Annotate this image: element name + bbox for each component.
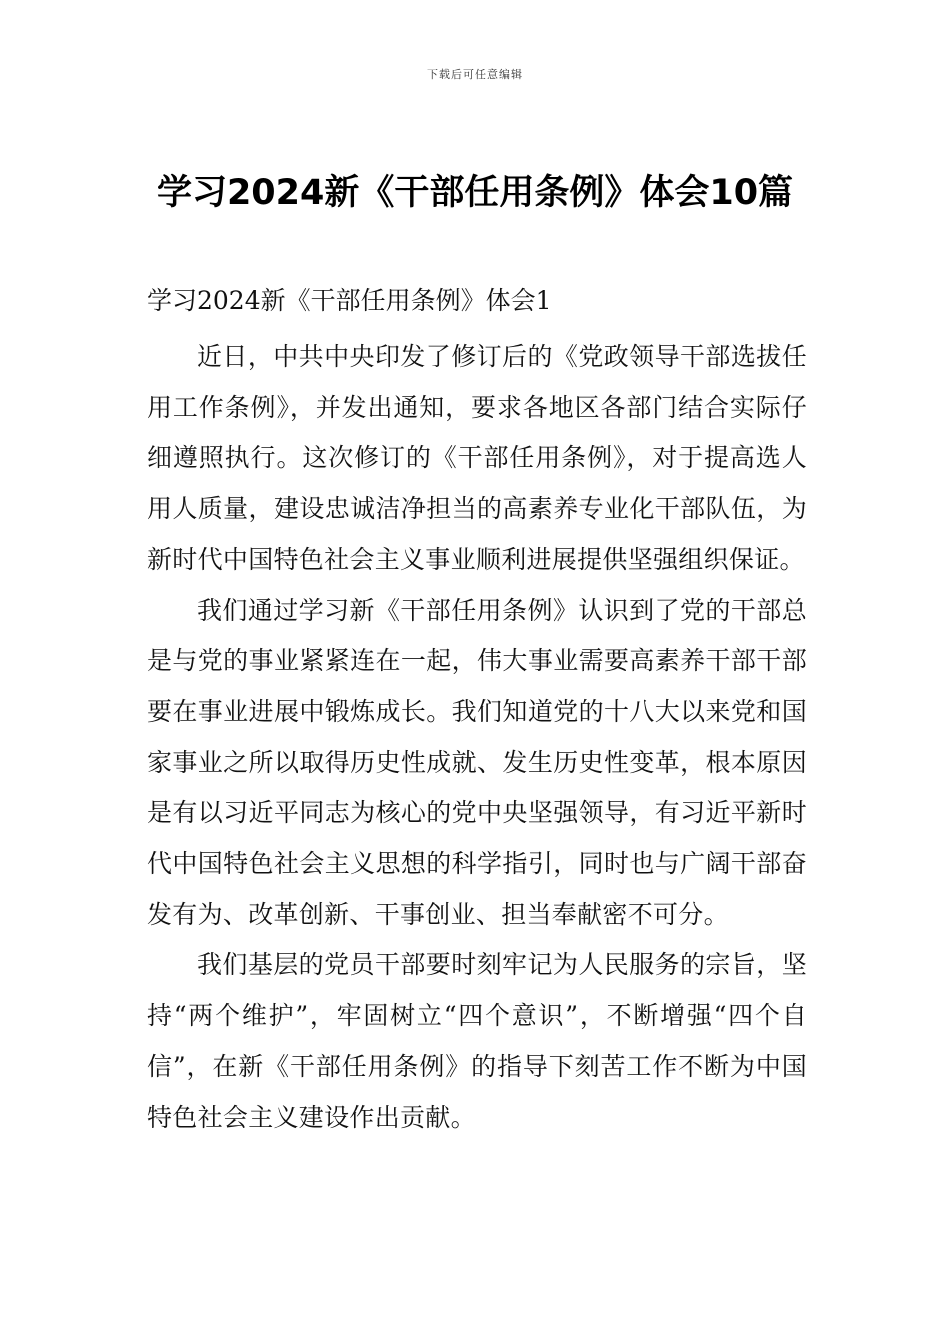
section-heading: 学习2024新《干部任用条例》体会1	[147, 286, 552, 315]
paragraph-1: 近日，中共中央印发了修订后的《党政领导干部选拔任用工作条例》，并发出通知，要求各地区各部门结合实际仔细遵照执行。这次修订的《干部任用条例》，对于提高选人用人质量，建设忠诚洁净担当的高素养专业化干部队伍，为新时代中国特色社会主义事业顺利进展提供坚强组织保证。	[147, 342, 807, 574]
document-title: 学习2024新《干部任用条例》体会10篇	[156, 173, 794, 213]
paragraph-2: 我们通过学习新《干部任用条例》认识到了党的干部总是与党的事业紧紧连在一起，伟大事业需要高素养干部干部要在事业进展中锻炼成长。我们知道党的十八大以来党和国家事业之所以取得历史性成就、发生历史性变革，根本原因是有以习近平同志为核心的党中央坚强领导，有习近平新时代中国特色社会主义思想的科学指引，同时也与广阔干部奋发有为、改革创新、干事创业、担当奉献密不可分。	[147, 595, 807, 929]
header-note: 下载后可任意编辑	[427, 68, 523, 81]
document-body	[147, 282, 807, 1143]
paragraph-3: 我们基层的党员干部要时刻牢记为人民服务的宗旨，坚持“两个维护”，牢固树立“四个意识”，不断增强“四个自信”，在新《干部任用条例》的指导下刻苦工作不断为中国特色社会主义建设作出贡献。	[147, 950, 807, 1132]
